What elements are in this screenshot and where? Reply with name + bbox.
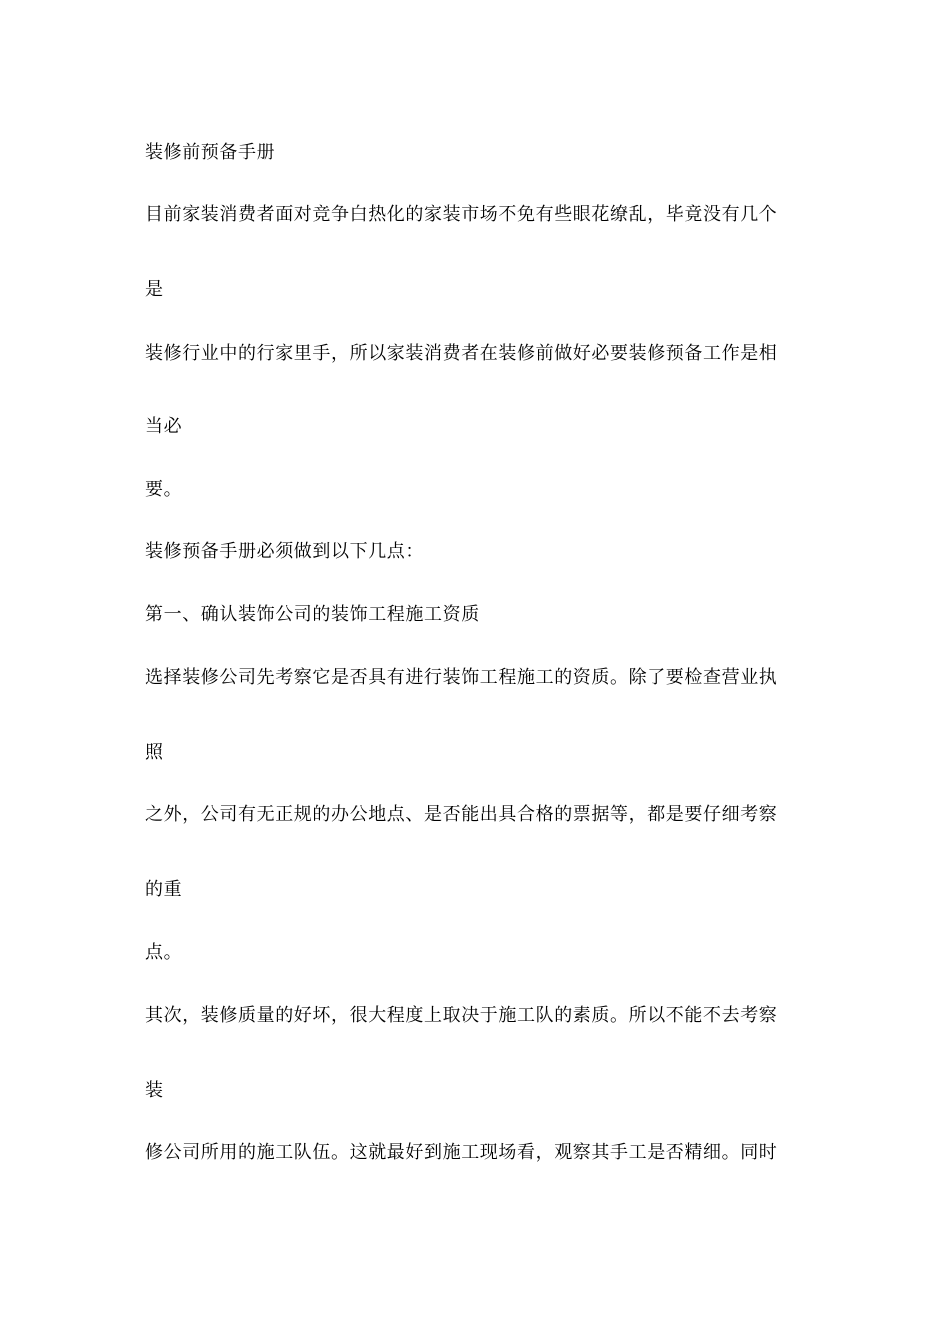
text-line: 照 xyxy=(145,742,164,763)
text-line: 之外，公司有无正规的办公地点、是否能出具合格的票据等，都是要仔细考察 xyxy=(145,804,778,825)
text-line: 修公司所用的施工队伍。这就最好到施工现场看，观察其手工是否精细。同时 xyxy=(145,1142,778,1163)
text-line: 要。 xyxy=(145,479,183,500)
text-line: 其次，装修质量的好坏，很大程度上取决于施工队的素质。所以不能不去考察 xyxy=(145,1005,778,1026)
section-heading: 第一、确认装饰公司的装饰工程施工资质 xyxy=(145,604,480,625)
text-line: 是 xyxy=(145,279,164,300)
text-line: 选择装修公司先考察它是否具有进行装饰工程施工的资质。除了要检查营业执 xyxy=(145,667,778,688)
text-line: 点。 xyxy=(145,942,183,963)
text-line: 目前家装消费者面对竞争白热化的家装市场不免有些眼花缭乱，毕竟没有几个 xyxy=(145,204,778,225)
text-line: 当必 xyxy=(145,416,183,437)
text-line: 装修行业中的行家里手，所以家装消费者在装修前做好必要装修预备工作是相 xyxy=(145,343,778,364)
document-title: 装修前预备手册 xyxy=(145,142,276,163)
text-line: 装修预备手册必须做到以下几点： xyxy=(145,541,424,562)
text-line: 装 xyxy=(145,1080,164,1101)
text-line: 的重 xyxy=(145,879,183,900)
